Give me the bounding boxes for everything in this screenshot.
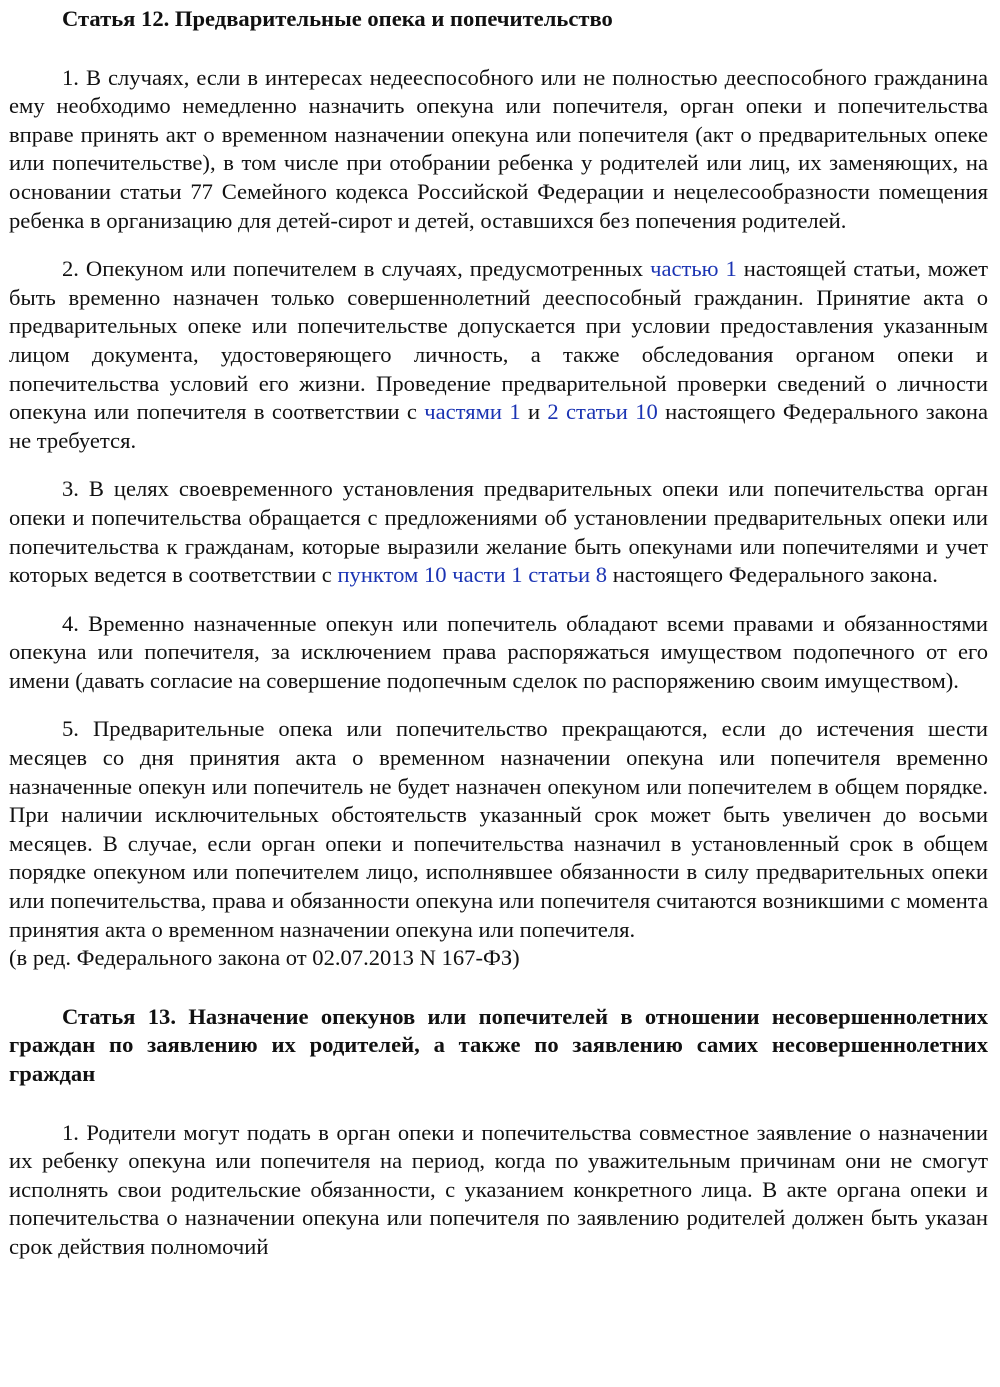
article-12-title: Статья 12. Предварительные опека и попечительство xyxy=(62,6,613,31)
paragraph-text: 3. В целях своевременного установления предварительных опеки или попечительства орган опеки и попечительства обращается с предложениями об установлении предварительных опеки или попечительства к гражданам, которые выразили желание быть опекунами или попечителями и учет которых ведется в соответствии с xyxy=(9,476,988,588)
article-12-paragraph-5: 5. Предварительные опека или попечительство прекращаются, если до истечения шести месяцев со дня принятия акта о временном назначении опекуна или попечителя временно назначенные опекун или попечитель не будет назначен опекуном или попечителем в общем порядке. При наличии исключительных обстоятельств указанный срок может быть увеличен до восьми месяцев. В случае, если орган опеки и попечительства назначил в установленный срок в общем порядке опекуном или попечителем лицо, исполнявшее обязанности в силу предварительных опеки или попечительства, права и обязанности опекуна или попечителя считаются возникшими с момента принятия акта о временном назначении опекуна или попечителя. xyxy=(9,716,988,942)
paragraph-text: и xyxy=(520,399,548,425)
document-page xyxy=(9,0,988,1282)
paragraph-text: настоящей статьи, может быть временно назначен только совершеннолетний дееспособный гражданин. Принятие акта о предварительных опеке или попечительстве допускается при условии предоставления указанным лицом документа, удостоверяющего личность, а также обследования органом опеки и попечительства условий его жизни. Проведение предварительной проверки сведений о личности опекуна или попечителя в соответствии с xyxy=(9,256,989,425)
link-part-2-article-10[interactable]: 2 статьи 10 xyxy=(547,399,658,425)
paragraph-text: 2. Опекуном или попечителем в случаях, предусмотренных xyxy=(62,256,651,282)
link-parts-1-article-10[interactable]: частями 1 xyxy=(424,399,521,425)
paragraph-text: настоящего Федерального закона не требуется. xyxy=(9,399,989,453)
article-12-paragraph-1: 1. В случаях, если в интересах недееспособного или не полностью дееспособного гражданина ему необходимо немедленно назначить опекуна или попечителя, орган опеки и попечительства вправе принять акт о временном назначении опекуна или попечителя (акт о предварительных опеке или попечительстве), в том числе при отобрании ребенка у родителей или лиц, их заменяющих, на основании статьи 77 Семейного кодекса Российской Федерации и нецелесообразности помещения ребенка в организацию для детей-сирот и детей, оставшихся без попечения родителей. xyxy=(9,64,988,233)
article-12-paragraph-4: 4. Временно назначенные опекун или попечитель обладают всеми правами и обязанностями опекуна или попечителя, за исключением права распоряжаться имуществом подопечного от его имени (давать согласие на совершение подопечным сделок по распоряжению своим имуществом). xyxy=(9,610,988,693)
link-point-10-part-1-article-8[interactable]: пунктом 10 части 1 статьи 8 xyxy=(337,562,608,588)
article-12-paragraph-2 xyxy=(9,255,988,455)
amendment-note: (в ред. Федерального закона от 02.07.2013 N 167-ФЗ) xyxy=(9,945,520,971)
paragraph-text: настоящего Федерального закона. xyxy=(607,562,938,588)
link-part-1[interactable]: частью 1 xyxy=(650,256,737,282)
article-12-paragraph-3 xyxy=(9,475,988,589)
article-13-paragraph-1: 1. Родители могут подать в орган опеки и попечительства совместное заявление о назначении их ребенку опекуна или попечителя на период, когда по уважительным причинам они не смогут исполнять свои родительские обязанности, с указанием конкретного лица. В акте органа опеки и попечительства о назначении опекуна или попечителя по заявлению родителей должен быть указан срок действия полномочий xyxy=(9,1119,988,1259)
article-13-title: Статья 13. Назначение опекунов или попечителей в отношении несовершеннолетних граждан по заявлению их родителей, а также по заявлению самих несовершеннолетних граждан xyxy=(9,1003,988,1086)
